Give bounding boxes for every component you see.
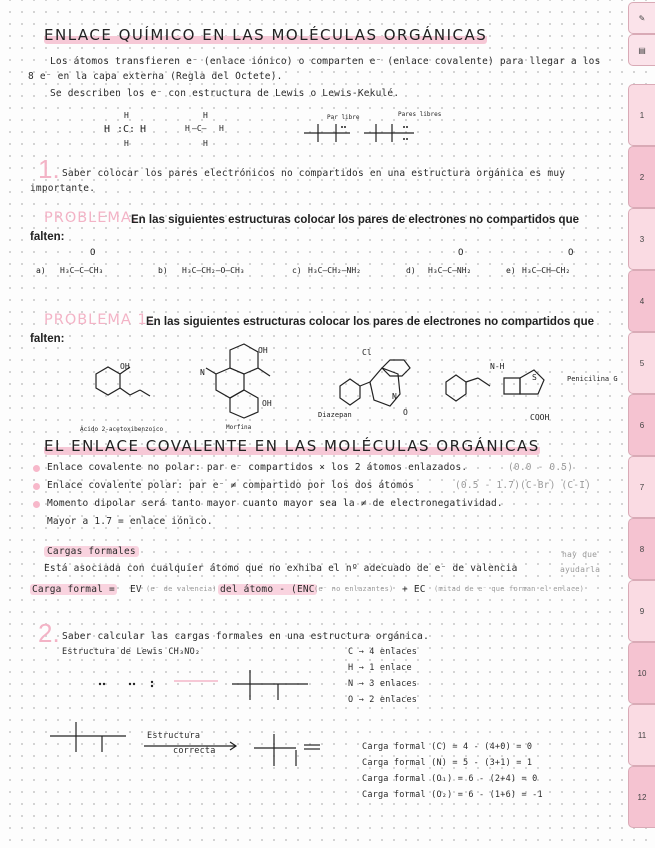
tab-2[interactable]: 2 <box>628 146 655 208</box>
penicillin-nh-label: N-H <box>490 362 505 371</box>
morphine-n-label: N <box>200 368 205 377</box>
cargas-line-1: Está asociada con cualquier átomo que no exhiba el nº adecuado de e⁻ de valencia <box>44 563 518 574</box>
item-2-line-1: Saber calcular las cargas formales en una estructura orgánica. <box>62 631 430 642</box>
bullet-1-text: Enlace covalente no polar: par e⁻ compartidos × los 2 átomos enlazados. <box>47 462 468 473</box>
bullet-2-icon <box>33 483 40 490</box>
tab-10[interactable]: 10 <box>628 642 655 704</box>
tab-8[interactable]: 8 <box>628 518 655 580</box>
bullet-2-text: Enlace covalente polar: par e⁻ ≠ compartido por los dos átomos <box>47 480 415 491</box>
arrow-label-a: Estructura <box>147 731 201 741</box>
arrow-label-b: correcta <box>173 746 216 756</box>
tab-4[interactable]: 4 <box>628 270 655 332</box>
structure-a-label: a) <box>36 266 46 275</box>
item-1-number: 1. <box>38 154 60 184</box>
top-atom-d: O <box>458 248 464 258</box>
problema-heading: PROBLEMA: <box>44 210 138 226</box>
structure-e-label: e) <box>506 266 516 275</box>
tab-6[interactable]: 6 <box>628 394 655 456</box>
problema-1-text-b: falten: <box>30 333 65 345</box>
notebook-icon: ▤ <box>638 45 646 55</box>
molecule-3-name: Diazepan <box>318 411 352 419</box>
structure-a-formula: H₃C—C—CH₃ <box>60 266 104 275</box>
problema-text-b: falten: <box>30 231 65 243</box>
nitromethane-lewis-step-3 <box>46 718 136 764</box>
top-atom-a: O <box>90 248 96 258</box>
top-atom-e: O <box>568 248 574 258</box>
problema-1-text-a: En las siguientes estructuras colocar los pares de electrones no compartidos que <box>146 316 595 328</box>
methanol-structure <box>362 120 422 150</box>
molecule-4-name: Penicilina G <box>567 375 618 383</box>
nitromethane-correct-structure <box>250 728 340 778</box>
item-1-line-2: importante. <box>30 183 96 194</box>
tab-notebook[interactable] <box>628 34 655 66</box>
problema-text-a: En las siguientes estructuras colocar los pares de electrones no compartidos que <box>131 214 580 226</box>
result-o2: Carga formal (O₂) = 6 - (1+6) = -1 <box>362 790 543 800</box>
structure-c-label: c) <box>292 266 302 275</box>
pencil-icon: ✎ <box>638 13 646 23</box>
side-note-a: hay que <box>562 550 598 559</box>
bullet-2-example: (C-Br) (C-I) <box>520 480 592 491</box>
molecule-1-name: Ácido 2-acetoxibenzoico <box>80 426 164 433</box>
tab-3[interactable]: 3 <box>628 208 655 270</box>
diazepam-cl-label: Cl <box>362 348 372 357</box>
bond-n: N → 3 enlaces <box>348 679 418 689</box>
structure-d-label: d) <box>406 266 416 275</box>
tab-5[interactable]: 5 <box>628 332 655 394</box>
tab-12[interactable]: 12 <box>628 766 655 828</box>
section-2-title: EL ENLACE COVALENTE EN LAS MOLÉCULAS ORGÁNICAS <box>44 437 540 455</box>
tab-11[interactable]: 11 <box>628 704 655 766</box>
item-2-number: 2. <box>38 618 60 648</box>
methylamine-structure <box>300 120 360 150</box>
problema-1-heading: PROBLEMA 1: <box>44 312 154 328</box>
diazepam-n-label: N <box>392 392 397 401</box>
tab-pencil[interactable] <box>628 2 655 34</box>
bullet-3-text: Momento dipolar será tanto mayor cuanto mayor sea la ≠ de electronegatividad. <box>47 498 503 509</box>
aspirin-oh-label: OH <box>120 362 130 371</box>
bond-h: H → 1 enlace <box>348 663 412 673</box>
nitromethane-arrow <box>172 676 222 686</box>
bullet-2-note: (0.5 - 1.7) <box>455 480 521 491</box>
bond-o: O → 2 enlaces <box>348 695 418 705</box>
structure-d-formula: H₃C—C—NH₂ <box>428 266 472 275</box>
bullet-3-icon <box>33 501 40 508</box>
penicillin-cooh-label: COOH <box>530 413 550 422</box>
item-1-line-1: Saber colocar los pares electrónicos no compartidos en una estructura orgánica es muy <box>62 168 566 179</box>
index-tabs <box>627 0 655 848</box>
intro-line-2: 8 e⁻ en la capa externa (Regla del Octete). <box>28 71 283 82</box>
penicillin-s-label: S <box>532 373 537 382</box>
morphine-oh-bottom-label: OH <box>262 399 272 408</box>
intro-line-3: Se describen los e⁻ con estructura de Lewis o Lewis-Kekulé. <box>50 88 400 99</box>
result-o1: Carga formal (O₁) = 6 - (2+4) = 0 <box>362 774 538 784</box>
nitromethane-lewis-draft <box>70 660 180 708</box>
item-2-sub: Estructura de Lewis CH₃NO₂ <box>62 647 201 657</box>
ionic-bond-line: Mayor a 1.7 = enlace iónico. <box>47 516 213 527</box>
bullet-1-icon <box>33 465 40 472</box>
page-title: ENLACE QUÍMICO EN LAS MOLÉCULAS ORGÁNICAS <box>44 26 488 44</box>
morphine-oh-top-label: OH <box>258 346 268 355</box>
structure-e-formula: H₃C—CH—CH₂ <box>522 266 571 275</box>
cargas-heading: Cargas formales <box>44 546 139 557</box>
intro-line-1: Los átomos transfieren e⁻ (enlace iónico) o comparten e⁻ (enlace covalente) para llegar a los <box>50 56 601 67</box>
side-note-b: ayudarla <box>560 565 601 574</box>
molecule-2-name: Morfina <box>226 424 252 431</box>
structure-b-label: b) <box>158 266 168 275</box>
diazepam-o-label: O <box>403 408 408 417</box>
bond-c: C → 4 enlaces <box>348 647 418 657</box>
result-c: Carga formal (C) = 4 - (4+0) = 0 <box>362 742 533 752</box>
tab-9[interactable]: 9 <box>628 580 655 642</box>
notebook-page: ENLACE QUÍMICO EN LAS MOLÉCULAS ORGÁNICAS Los átomos transfieren e⁻ (enlace iónico) o comparten e⁻ (enlace covalente) para llegar a los 8 e⁻ en la capa externa (Regla del Octete). Se describen los e⁻ con estructura de Lewis o Lewis-Kekulé. H H :C: H H H H —C— H H Par libre Pares libres 1. Saber colocar los pares electrónicos no compartidos en una estructura orgánica es muy importante. PROBLEMA: En las siguientes estructuras colocar los pares de electrones no compartidos que falten: O O O a) H₃C—C—CH₃ b) H₃C—CH₂—O—CH₃ c) H₃C—CH₂—NH₂ d) H₃C—C—NH₂ e) H₃C—CH—CH₂ PROBLEMA 1: En las siguientes estructuras colocar los pares de electrones no compartidos que falten: OH Ácido 2-acetoxibenzoico OH N OH Morfina Cl N O Diazepan N-H S COOH Penicilina G EL ENLACE COVALENTE EN LAS MOLÉCULAS ORGÁNICAS Enlace covalente no polar: par e⁻ compartidos × los 2 átomos enlazados. (0.0 - 0.5) Enlace covalente polar: par e⁻ ≠ compartido por los dos átomos (0.5 - 1.7) (C-Br) (C-I) Momento dipolar será tanto mayor cuanto mayor sea la ≠ de electronegatividad. Mayor a 1.7 = enlace iónico. Cargas formales Está asociada con cualquier átomo que no exhiba el nº adecuado de e⁻ de valencia hay que ayudarla Carga formal = EV (e⁻ de valencia) del átomo - (ENC (e⁻ no enlazantes) + EC (mitad de e⁻ que forman el enlace) 2. Saber calcular las cargas formales en una estructura orgánica. Estructura de Lewis CH₃NO₂ C → 4 enlaces H → 1 enlace N → 3 enlaces O → 2 enlaces Estructura correcta Carga formal (C) = 4 - (4+0) = 0 Carga formal (N) = 5 - (3+1) = 1 Carga formal (O₁) = 6 - (2+4) = 0 Carga formal (O₂) = 6 - (1+6) = -1 ✎ ▤ 1 2 3 4 5 6 7 8 9 10 11 12 <box>0 0 655 848</box>
nitromethane-lewis-step-2 <box>222 664 322 710</box>
tab-1[interactable]: 1 <box>628 84 655 146</box>
tab-7[interactable]: 7 <box>628 456 655 518</box>
structure-b-formula: H₃C—CH₂—O—CH₃ <box>182 266 245 275</box>
bullet-1-note: (0.0 - 0.5) <box>508 462 574 473</box>
result-n: Carga formal (N) = 5 - (3+1) = 1 <box>362 758 533 768</box>
structure-c-formula: H₃C—CH₂—NH₂ <box>308 266 361 275</box>
